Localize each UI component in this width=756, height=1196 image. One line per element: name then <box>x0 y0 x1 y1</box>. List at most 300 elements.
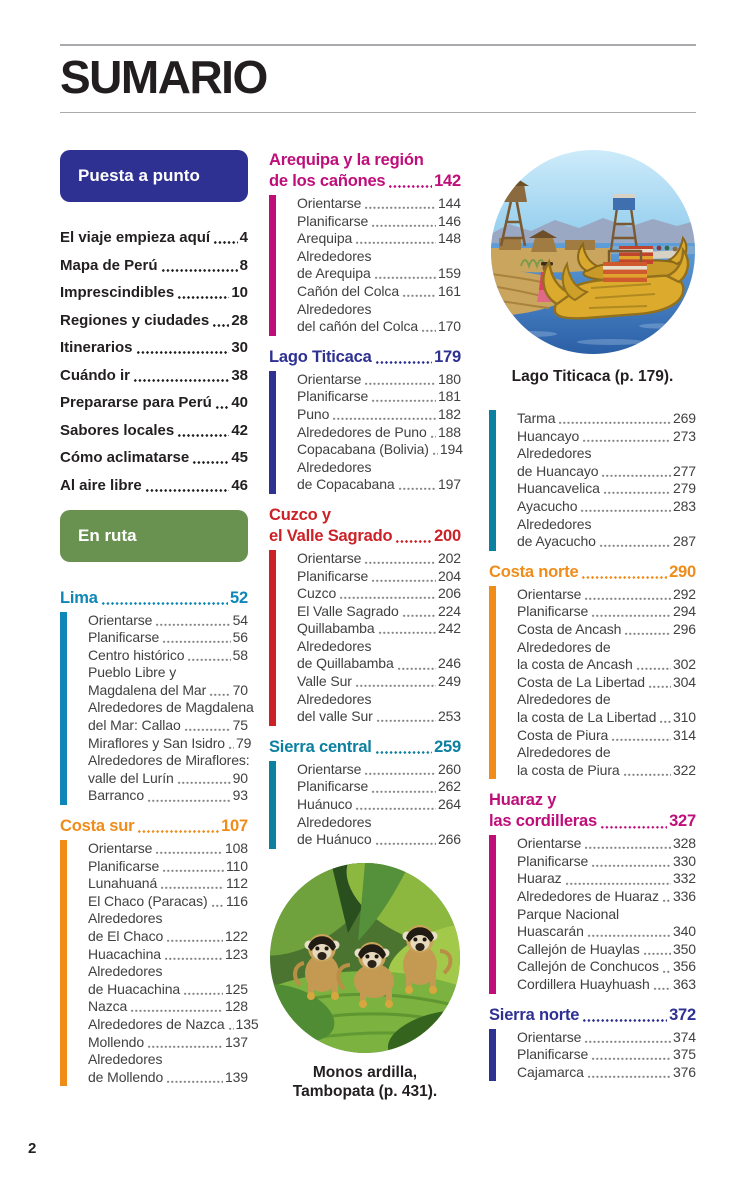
toc-entry-label: Orientarse <box>517 835 582 852</box>
section-color-bar <box>269 371 276 494</box>
dotted-leader <box>580 509 671 513</box>
toc-entry-page: 279 <box>672 480 696 497</box>
toc-entry-label: Pueblo Libre y <box>88 664 177 681</box>
toc-entry-label: Planificarse <box>517 1046 589 1063</box>
toc-entry-line <box>297 814 461 832</box>
toc-entry-label: Huaraz y <box>489 791 557 810</box>
column-right <box>489 150 696 1081</box>
dotted-leader <box>611 738 671 742</box>
toc-entry-line <box>517 1064 696 1082</box>
toc-entry-line <box>60 311 248 331</box>
toc-entry-label: Huascarán <box>517 923 584 940</box>
dotted-leader <box>402 614 436 618</box>
toc-entry-line <box>297 195 461 213</box>
toc-entry-page: 107 <box>221 817 248 836</box>
dotted-leader <box>430 435 436 439</box>
toc-entry-label: de Huacachina <box>88 980 181 997</box>
toc-entry-page: 328 <box>672 835 696 852</box>
section-header <box>60 588 248 609</box>
toc-entry-line <box>88 893 248 911</box>
toc-entry-line <box>517 674 696 692</box>
dotted-leader <box>133 378 229 383</box>
toc-entry-label: Orientarse <box>517 585 582 602</box>
section-header <box>489 1005 696 1026</box>
toc-entry-page: 310 <box>672 708 696 725</box>
toc-entry-line <box>517 870 696 888</box>
toc-entry-page: 135 <box>235 1015 259 1032</box>
dotted-leader <box>164 957 223 961</box>
toc-entry-line <box>517 709 696 727</box>
toc-entry-label: de Arequipa <box>297 265 371 282</box>
section-entries <box>489 586 696 780</box>
toc-entry-label: Arequipa y la región <box>269 151 424 169</box>
toc-entry-label: Huancavelica <box>517 480 600 497</box>
toc-entry-page: 302 <box>672 656 696 673</box>
toc-entry-label: Alrededores de Nazca <box>88 1015 225 1032</box>
dotted-leader <box>398 487 436 491</box>
toc-entry-page: 79 <box>235 734 252 751</box>
toc-entry-page: 148 <box>437 230 461 247</box>
dotted-leader <box>636 667 671 671</box>
toc-entry-line <box>60 448 248 468</box>
toc-entry-line <box>517 1046 696 1064</box>
dotted-leader <box>183 992 223 996</box>
toc-entry-label: Orientarse <box>88 611 153 628</box>
toc-entry-line <box>297 691 461 709</box>
toc-entry-label: Planificarse <box>297 388 369 405</box>
toc-entry-line <box>517 586 696 604</box>
toc-entry-page: 142 <box>434 172 461 190</box>
toc-entry-line <box>297 778 461 796</box>
toc-entry-page: 266 <box>437 831 461 848</box>
toc-entry-page: 93 <box>232 787 248 804</box>
dotted-leader <box>209 693 230 697</box>
toc-entry-line <box>297 638 461 656</box>
dotted-leader <box>558 421 671 425</box>
dotted-leader <box>584 1040 671 1044</box>
dotted-leader <box>355 241 436 245</box>
toc-entry-label: Huacachina <box>88 945 161 962</box>
page-number: 2 <box>28 1140 37 1157</box>
dotted-leader <box>603 491 671 495</box>
toc-entry-line <box>297 230 461 248</box>
top-rule <box>60 44 696 46</box>
toc-entry-page: 224 <box>437 602 461 619</box>
toc-entry-label: Miraflores y San Isidro <box>88 734 225 751</box>
toc-entry-label: Alrededores <box>297 247 372 264</box>
section-color-bar <box>489 586 496 780</box>
section-entry-list <box>276 371 461 494</box>
section-color-bar <box>60 612 67 806</box>
dotted-leader <box>355 684 436 688</box>
section-header <box>269 737 461 758</box>
section-header <box>489 790 696 832</box>
toc-entry-page: 125 <box>224 980 248 997</box>
toc-entry-label: Orientarse <box>297 760 362 777</box>
photo-titicaca <box>491 150 695 354</box>
toc-entry-label: Huancayo <box>517 427 580 444</box>
toc-entry-line <box>60 588 248 609</box>
section-entry-list <box>496 586 696 780</box>
toc-entry-label: Cordillera Huayhuash <box>517 976 650 993</box>
toc-entry-page: 296 <box>672 620 696 637</box>
section-entry-list <box>67 611 254 806</box>
toc-entry-line <box>88 1051 248 1069</box>
toc-entry-line <box>88 752 248 770</box>
column3-sections <box>489 410 696 1081</box>
toc-entry-label: del cañón del Colca <box>297 318 419 335</box>
dotted-leader <box>184 728 231 732</box>
toc-entry-label: del Mar: Callao <box>88 717 181 734</box>
toc-entry-label: Arequipa <box>297 230 353 247</box>
toc-entry-label: Barranco <box>88 787 145 804</box>
column-middle <box>269 150 461 1101</box>
section-entries <box>60 840 259 1086</box>
toc-entry-label: Quillabamba <box>297 620 375 637</box>
dotted-leader <box>432 452 438 456</box>
toc-entry-line <box>517 691 696 709</box>
toc-entry-page: 188 <box>437 423 461 440</box>
dotted-leader <box>212 323 229 328</box>
section-color-bar <box>60 840 67 1086</box>
toc-section <box>269 150 461 336</box>
dotted-leader <box>155 851 223 855</box>
dotted-leader <box>228 746 234 750</box>
toc-entry-page: 204 <box>437 567 461 584</box>
section-header <box>269 150 461 192</box>
dotted-leader <box>582 1018 667 1023</box>
toc-entry-line <box>297 568 461 586</box>
toc-entry-label: Alrededores <box>297 690 372 707</box>
toc-entry-line <box>517 656 696 674</box>
dotted-leader <box>375 360 433 365</box>
page-title: SUMARIO <box>60 50 267 103</box>
dotted-leader <box>187 658 230 662</box>
toc-entry-line <box>489 790 696 811</box>
toc-entry-label: Lunahuaná <box>88 875 158 892</box>
toc-entry-label: Itinerarios <box>60 339 133 356</box>
section-entry-list <box>276 550 461 726</box>
dotted-leader <box>397 667 436 671</box>
toc-entry-label: Magdalena del Mar <box>88 681 207 698</box>
sumario-page <box>0 44 756 1157</box>
toc-entry-page: 179 <box>434 347 461 366</box>
dotted-leader <box>378 631 436 635</box>
dotted-leader <box>662 970 671 974</box>
dotted-leader <box>101 601 228 606</box>
toc-entry-label: Alrededores <box>297 458 372 475</box>
toc-entry-line <box>60 816 248 837</box>
section-entry-list <box>496 1029 696 1082</box>
toc-entry-line <box>88 1069 248 1087</box>
toc-entry-page: 304 <box>672 673 696 690</box>
toc-section <box>60 816 259 1086</box>
toc-entry-label: Parque Nacional <box>517 905 620 922</box>
toc-entry-label: Cajamarca <box>517 1063 584 1080</box>
toc-entry-line <box>517 923 696 941</box>
dotted-leader <box>364 772 436 776</box>
toc-entry-label: Cuzco y <box>269 505 331 524</box>
dotted-leader <box>215 405 230 410</box>
toc-entry-line <box>517 744 696 762</box>
dotted-leader <box>648 685 671 689</box>
toc-entry-label: Orientarse <box>517 1028 582 1045</box>
toc-entry-label: Ayacucho <box>517 497 578 514</box>
toc-entry-line <box>517 762 696 780</box>
toc-entry-label: Alrededores <box>517 515 592 532</box>
dotted-leader <box>332 417 436 421</box>
dotted-leader <box>375 842 436 846</box>
toc-entry-line <box>269 171 461 192</box>
toc-entry-page: 356 <box>672 958 696 975</box>
toc-entry-line <box>297 603 461 621</box>
toc-entry-line <box>517 498 696 516</box>
badge-puesta-a-punto: Puesta a punto <box>60 150 248 202</box>
toc-entry-label: Orientarse <box>297 549 362 566</box>
toc-entry-label: del valle Sur <box>297 708 373 725</box>
toc-entry-line <box>88 858 248 876</box>
dotted-leader <box>653 987 671 991</box>
toc-entry-label: Callejón de Huaylas <box>517 940 640 957</box>
dotted-leader <box>402 294 436 298</box>
toc-entry-label: Lago Titicaca <box>269 347 372 366</box>
toc-entry-label: Alrededores <box>88 910 163 927</box>
toc-entry-page: 262 <box>437 778 461 795</box>
toc-entry-line <box>297 831 461 849</box>
toc-entry-line <box>297 550 461 568</box>
toc-entry-line <box>517 410 696 428</box>
dotted-leader <box>623 773 671 777</box>
toc-entry-label: Costa norte <box>489 562 579 581</box>
toc-entry-line <box>88 928 248 946</box>
toc-entry-page: 45 <box>231 449 248 466</box>
dotted-leader <box>388 184 432 189</box>
toc-entry-page: 4 <box>239 229 248 246</box>
toc-entry-page: 28 <box>231 311 248 329</box>
toc-entry-line <box>88 910 248 928</box>
toc-entry-line <box>88 787 248 805</box>
toc-entry-label: Huaraz <box>517 870 562 887</box>
toc-entry-label: Copacabana (Bolivia) <box>297 441 429 458</box>
toc-entry-line <box>297 459 461 477</box>
title-bottom-rule <box>60 112 696 114</box>
toc-entry-page: 350 <box>672 940 696 957</box>
caption-line: Tambopata (p. 431). <box>292 1082 438 1100</box>
toc-entry-line <box>88 682 248 700</box>
toc-entry-page: 372 <box>669 1005 696 1024</box>
caption-line: Monos ardilla, <box>312 1063 418 1081</box>
toc-entry-page: 159 <box>437 265 461 282</box>
monkeys-illustration <box>270 863 460 1053</box>
toc-entry-page: 70 <box>232 681 248 698</box>
toc-entry-page: 56 <box>232 629 248 646</box>
toc-entry-page: 180 <box>437 370 461 387</box>
dotted-leader <box>591 864 671 868</box>
dotted-leader <box>584 597 671 601</box>
dotted-leader <box>624 632 671 636</box>
section-entry-list <box>276 761 461 849</box>
toc-entry-line <box>60 366 248 386</box>
dotted-leader <box>364 561 436 565</box>
toc-entry-page: 336 <box>672 888 696 905</box>
toc-entry-label: de Huánuco <box>297 831 372 848</box>
toc-entry-line <box>60 476 248 496</box>
toc-entry-line <box>88 629 248 647</box>
toc-entry-line <box>297 318 461 336</box>
toc-entry-line <box>269 505 461 526</box>
toc-entry-line <box>297 388 461 406</box>
toc-entry-page: 197 <box>437 476 461 493</box>
toc-entry-page: 128 <box>224 998 248 1015</box>
toc-entry-line <box>60 421 248 441</box>
toc-entry-line <box>297 655 461 673</box>
dotted-leader <box>145 488 230 493</box>
dotted-leader <box>587 1075 671 1079</box>
toc-section <box>60 588 254 806</box>
dotted-leader <box>162 869 224 873</box>
toc-entry-label: de El Chaco <box>88 928 164 944</box>
dotted-leader <box>371 224 436 228</box>
toc-entry-line <box>517 445 696 463</box>
toc-entry-line <box>88 981 248 999</box>
toc-entry-page: 363 <box>672 976 696 993</box>
section-header <box>269 347 461 368</box>
photo-monkeys <box>270 863 460 1053</box>
toc-entry-line <box>517 480 696 498</box>
toc-entry-page: 58 <box>232 646 248 663</box>
toc-entry-line <box>489 811 696 832</box>
dotted-leader <box>395 539 432 544</box>
dotted-leader <box>137 829 219 834</box>
dotted-leader <box>587 934 671 938</box>
toc-entry-line <box>88 875 248 893</box>
toc-section <box>489 1005 696 1082</box>
toc-entry-page: 42 <box>231 421 248 439</box>
toc-entry-page: 54 <box>232 611 248 628</box>
toc-entry-page: 116 <box>225 892 248 909</box>
toc-entry-line <box>489 562 696 583</box>
dotted-leader <box>355 807 436 811</box>
toc-entry-page: 139 <box>224 1068 248 1085</box>
section-entries <box>269 761 461 849</box>
toc-entry-page: 260 <box>437 760 461 777</box>
toc-entry-label: Puno <box>297 405 330 422</box>
toc-entry-label: Cuándo ir <box>60 366 130 384</box>
toc-entry-line <box>297 283 461 301</box>
toc-entry-page: 122 <box>224 928 248 944</box>
toc-entry-label: Alrededores de Puno <box>297 423 427 440</box>
toc-entry-page: 200 <box>434 526 461 545</box>
toc-entry-label: El Chaco (Paracas) <box>88 892 208 909</box>
dotted-leader <box>155 623 230 627</box>
toc-entry-label: Regiones y ciudades <box>60 311 210 329</box>
toc-entry-page: 112 <box>225 875 248 892</box>
toc-entry-label: la costa de Ancash <box>517 656 633 673</box>
toc-entry-line <box>517 428 696 446</box>
dotted-leader <box>339 596 436 600</box>
dotted-leader <box>162 640 230 644</box>
dotted-leader <box>643 952 671 956</box>
toc-entry-page: 46 <box>231 476 248 494</box>
toc-entry-page: 269 <box>672 410 696 426</box>
toc-entry-label: Mapa de Perú <box>60 256 158 274</box>
toc-entry-label: valle del Lurín <box>88 769 174 786</box>
dotted-leader <box>177 295 229 300</box>
toc-entry-label: Huánuco <box>297 796 353 813</box>
toc-entry-page: 314 <box>672 726 696 743</box>
dotted-leader <box>166 939 223 943</box>
toc-entry-label: Sierra central <box>269 737 372 756</box>
section-color-bar <box>269 195 276 336</box>
toc-entry-page: 144 <box>437 195 461 211</box>
toc-entry-line <box>269 150 461 171</box>
toc-entry-label: las cordilleras <box>489 812 597 831</box>
toc-entry-page: 202 <box>437 549 461 566</box>
section-entries <box>269 371 461 494</box>
toc-entry-page: 181 <box>437 388 461 405</box>
dotted-leader <box>213 240 238 245</box>
toc-entry-line <box>517 853 696 871</box>
dotted-leader <box>565 882 671 886</box>
toc-entry-label: Orientarse <box>297 370 362 387</box>
dotted-leader <box>364 206 436 210</box>
dotted-leader <box>659 720 671 724</box>
toc-entry-page: 283 <box>672 497 696 514</box>
section-entries <box>269 195 461 336</box>
toc-entry-line <box>88 647 248 665</box>
dotted-leader <box>601 474 671 478</box>
section-entries <box>489 410 696 551</box>
toc-entry-line <box>297 673 461 691</box>
dotted-leader <box>371 399 436 403</box>
toc-entry-page: 123 <box>224 945 248 962</box>
dotted-leader <box>160 886 224 890</box>
column2-sections <box>269 150 461 849</box>
dotted-leader <box>211 904 224 908</box>
toc-entry-page: 206 <box>437 585 461 602</box>
toc-entry-label: Costa de Ancash <box>517 620 622 637</box>
toc-entry-page: 249 <box>437 673 461 690</box>
section-color-bar <box>269 550 276 726</box>
toc-content <box>60 150 696 1101</box>
dotted-leader <box>177 781 231 785</box>
badge-en-ruta: En ruta <box>60 510 248 562</box>
toc-entry-page: 161 <box>437 282 461 299</box>
toc-entry-page: 332 <box>672 870 696 887</box>
toc-entry-label: de Huancayo <box>517 462 599 479</box>
section-header <box>60 816 248 837</box>
toc-entry-line <box>517 835 696 853</box>
section-entry-list <box>496 835 696 993</box>
toc-entry-label: Lima <box>60 588 98 607</box>
toc-entry-line <box>517 463 696 481</box>
toc-entry-label: de Copacabana <box>297 476 395 493</box>
toc-entry-label: Planificarse <box>88 629 160 646</box>
section-entries <box>489 1029 696 1082</box>
toc-entry-label: Alrededores <box>297 637 372 654</box>
toc-entry-line <box>297 265 461 283</box>
dotted-leader <box>130 1009 223 1013</box>
toc-entry-line <box>88 770 248 788</box>
section-header <box>489 562 696 583</box>
toc-entry-page: 376 <box>672 1063 696 1080</box>
toc-entry-line <box>297 620 461 638</box>
toc-entry-line <box>517 516 696 534</box>
toc-entry-line <box>297 761 461 779</box>
toc-entry-line <box>297 301 461 319</box>
toc-entry-line <box>517 976 696 994</box>
toc-entry-line <box>297 213 461 231</box>
